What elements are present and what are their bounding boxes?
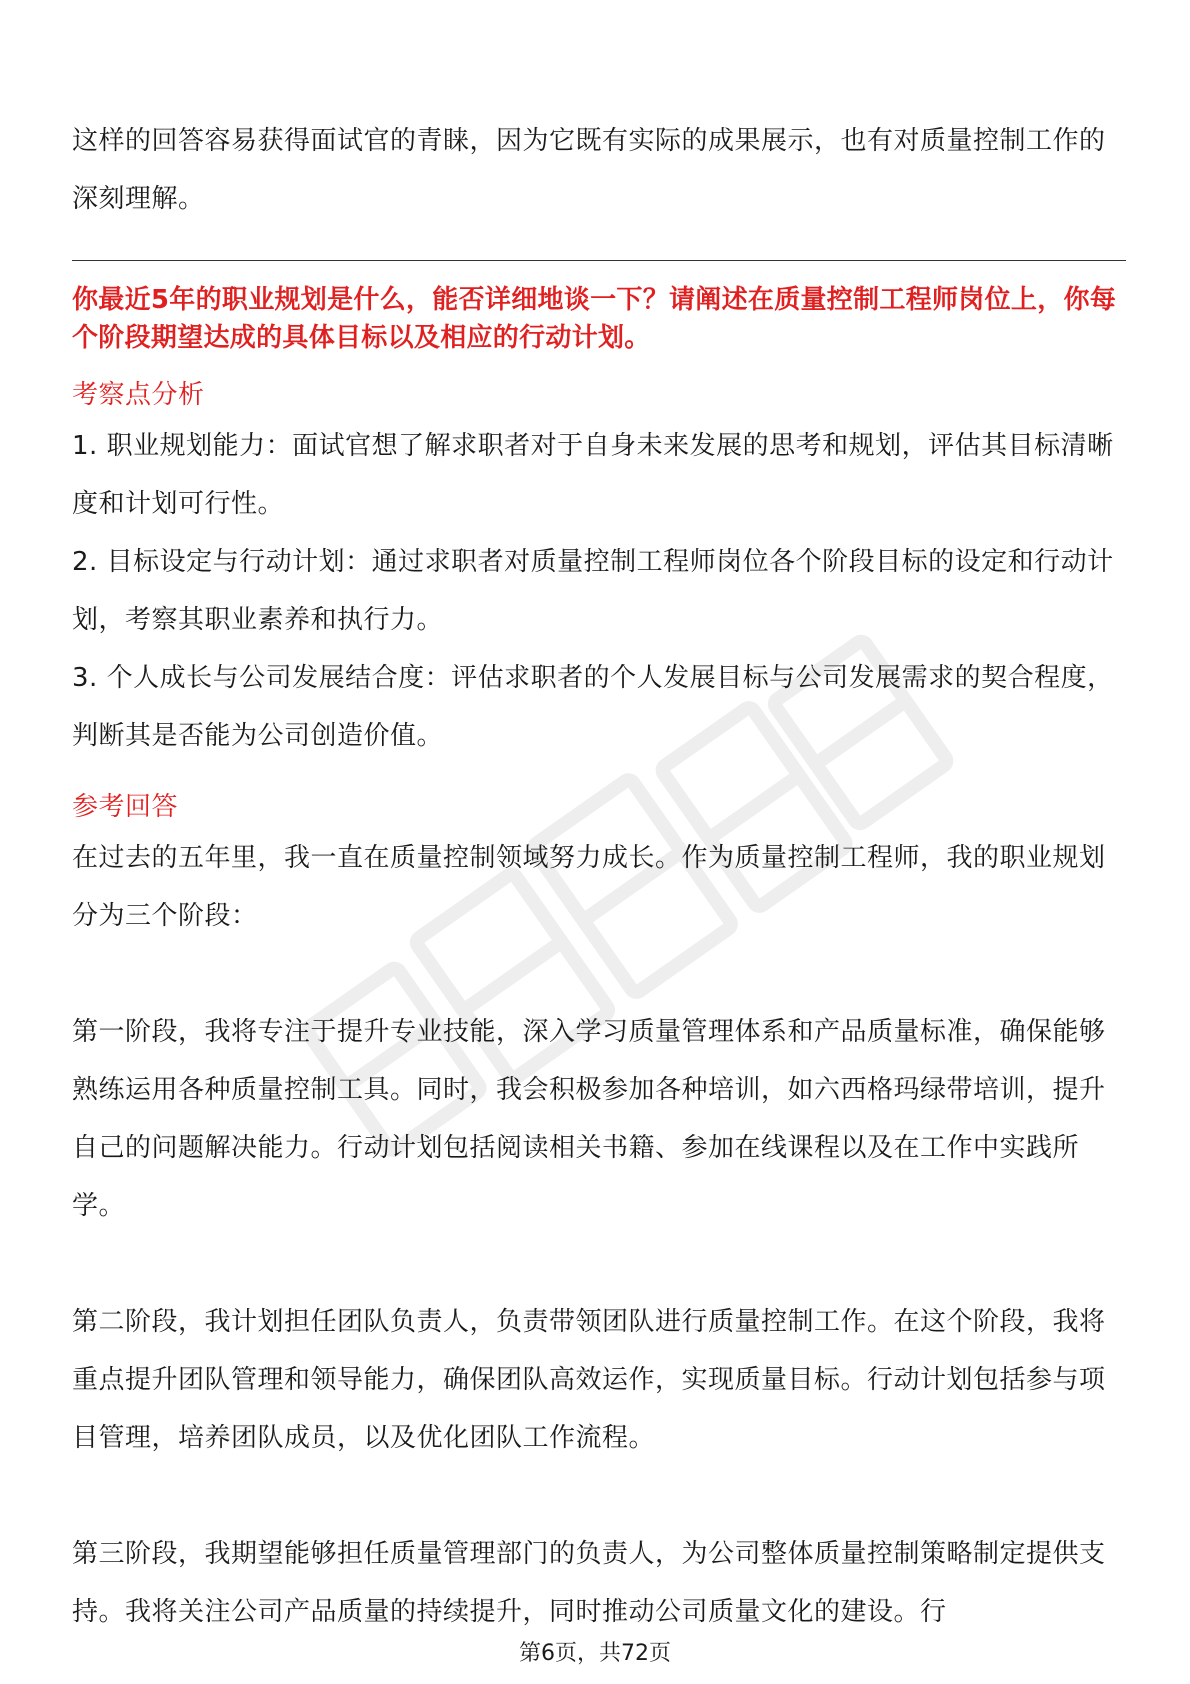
analysis-item: 3. 个人成长与公司发展结合度：评估求职者的个人发展目标与公司发展需求的契合程度，判断其是否能为公司创造价值。 [72, 663, 1114, 751]
answer-paragraph: 第一阶段，我将专注于提升专业技能，深入学习质量管理体系和产品质量标准，确保能够熟练运用各种质量控制工具。同时，我会积极参加各种培训，如六西格玛绿带培训，提升自己的问题解决能力。行动计划包括阅读相关书籍、参加在线课程以及在工作中实践所学。 [72, 1017, 1106, 1221]
answer-paragraph: 第二阶段，我计划担任团队负责人，负责带领团队进行质量控制工作。在这个阶段，我将重点提升团队管理和领导能力，确保团队高效运作，实现质量目标。行动计划包括参与项目管理，培养团队成员，以及优化团队工作流程。 [72, 1307, 1106, 1453]
analysis-item: 1. 职业规划能力：面试官想了解求职者对于自身未来发展的思考和规划，评估其目标清晰度和计划可行性。 [72, 431, 1114, 519]
paragraph-gap [72, 1235, 1118, 1293]
answer-paragraph: 在过去的五年里，我一直在质量控制领域努力成长。作为质量控制工程师，我的职业规划分为三个阶段： [72, 843, 1106, 931]
paragraph-gap [72, 945, 1118, 1003]
answer-title: 参考回答 [72, 792, 179, 822]
answer-paragraph: 第三阶段，我期望能够担任质量管理部门的负责人，为公司整体质量控制策略制定提供支持。我将关注公司产品质量的持续提升，同时推动公司质量文化的建设。行 [72, 1539, 1106, 1627]
analysis-title: 考察点分析 [72, 380, 205, 410]
main-content [72, 112, 1118, 1641]
section-divider [72, 260, 1126, 261]
intro-paragraph: 这样的回答容易获得面试官的青睐，因为它既有实际的成果展示，也有对质量控制工作的深刻理解。 [72, 126, 1106, 214]
paragraph-gap [72, 1467, 1118, 1525]
question-heading: 你最近5年的职业规划是什么，能否详细地谈一下？请阐述在质量控制工程师岗位上，你每个阶段期望达成的具体目标以及相应的行动计划。 [72, 285, 1117, 353]
analysis-list [72, 417, 1118, 765]
analysis-item: 2. 目标设定与行动计划：通过求职者对质量控制工程师岗位各个阶段目标的设定和行动计划，考察其职业素养和执行力。 [72, 547, 1114, 635]
answer-body [72, 829, 1118, 1641]
page-number-footer: 第6页，共72页 [519, 1641, 671, 1666]
